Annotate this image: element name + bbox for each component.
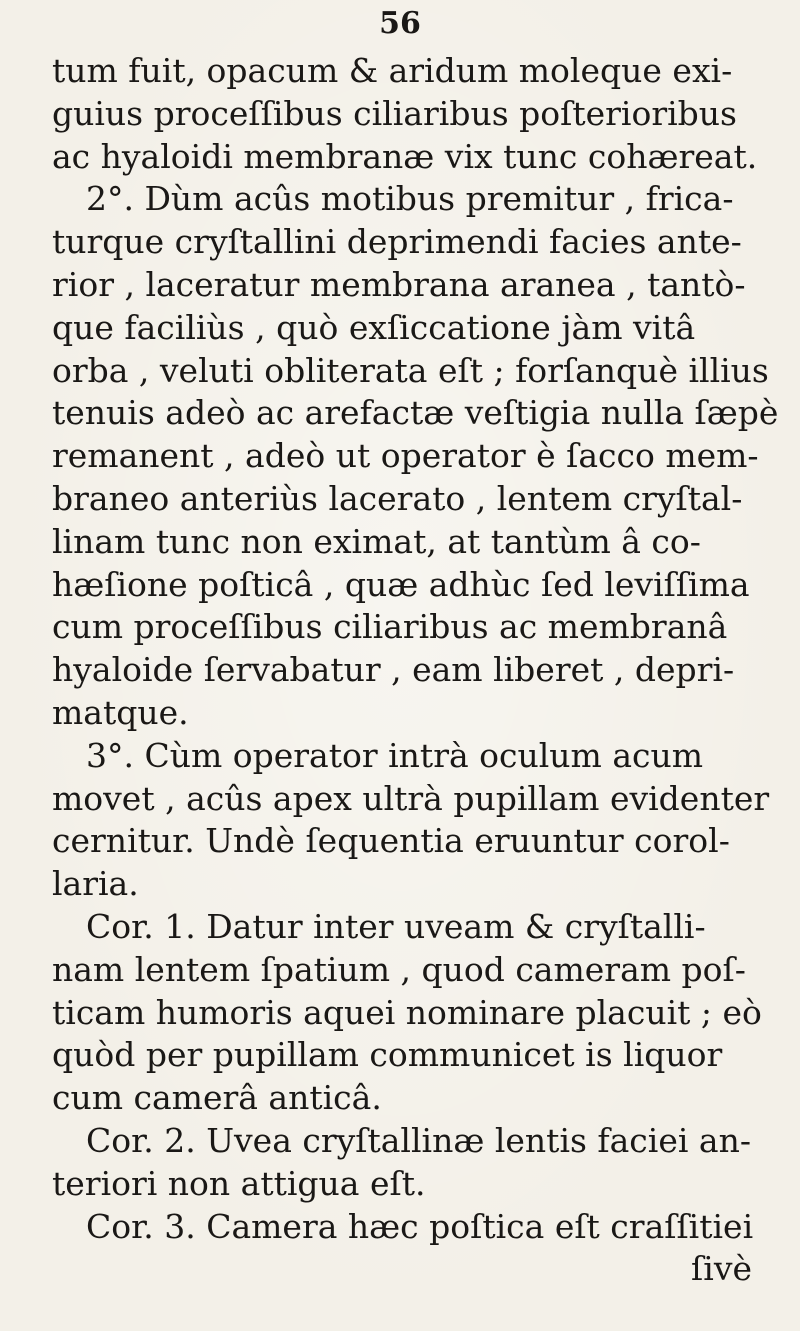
text-line: linam tunc non eximat, at tantùm â co- bbox=[52, 521, 701, 561]
text-line: movet , acûs apex ultrà pupillam evidenter bbox=[52, 778, 770, 818]
text-line: teriori non attigua eſt. bbox=[52, 1163, 426, 1203]
text-line: laria. bbox=[52, 864, 139, 904]
text-line: turque cryſtallini deprimendi facies ante- bbox=[52, 222, 742, 262]
text-line: braneo anteriùs lacerato , lentem cryſtal- bbox=[52, 478, 743, 518]
text-line: hyaloide ſervabatur , eam liberet , depri- bbox=[52, 650, 735, 690]
text-line: guius proceſſibus ciliaribus poſterioribus bbox=[52, 93, 737, 133]
text-line: ticam humoris aquei nominare placuit ; eò bbox=[52, 992, 762, 1032]
text-line: quòd per pupillam communicet is liquor bbox=[52, 1035, 723, 1075]
text-line: tum fuit, opacum & aridum moleque exi- bbox=[52, 51, 733, 90]
text-line: Cor. 2. Uvea cryſtallinæ lentis faciei an- bbox=[86, 1120, 751, 1160]
page-number: 56 bbox=[379, 6, 421, 41]
text-line: rior , laceratur membrana aranea , tantò- bbox=[52, 264, 746, 304]
text-line: 2°. Dùm acûs motibus premitur , frica- bbox=[86, 179, 734, 219]
text-line: tenuis adeò ac arefactæ veſtigia nulla ſæpè bbox=[52, 393, 779, 433]
text-line: orba , veluti obliterata eſt ; forſanquè illius bbox=[52, 350, 769, 390]
text-line: Cor. 3. Camera hæc poſtica eſt craſſitiei bbox=[86, 1206, 754, 1246]
text-line: nam lentem ſpatium , quod cameram poſ- bbox=[52, 949, 746, 989]
text-line: 3°. Cùm operator intrà oculum acum bbox=[86, 735, 704, 775]
text-line: que faciliùs , quò exſiccatione jàm vitâ bbox=[52, 307, 696, 347]
text-line: matque. bbox=[52, 692, 189, 732]
catchword: ſivè bbox=[691, 1249, 752, 1289]
text-line: Cor. 1. Datur inter uveam & cryſtalli- bbox=[86, 906, 706, 946]
text-line: cernitur. Undè ſequentia eruuntur corol- bbox=[52, 821, 730, 861]
body-text bbox=[52, 50, 780, 1291]
text-line: cum proceſſibus ciliaribus ac membranâ bbox=[52, 607, 728, 647]
text-line: ac hyaloidi membranæ vix tunc cohæreat. bbox=[52, 136, 758, 176]
text-line: remanent , adeò ut operator è ſacco mem- bbox=[52, 436, 759, 476]
text-line: cum camerâ anticâ. bbox=[52, 1078, 382, 1118]
text-line: hæſione poſticâ , quæ adhùc ſed leviſſima bbox=[52, 564, 750, 604]
